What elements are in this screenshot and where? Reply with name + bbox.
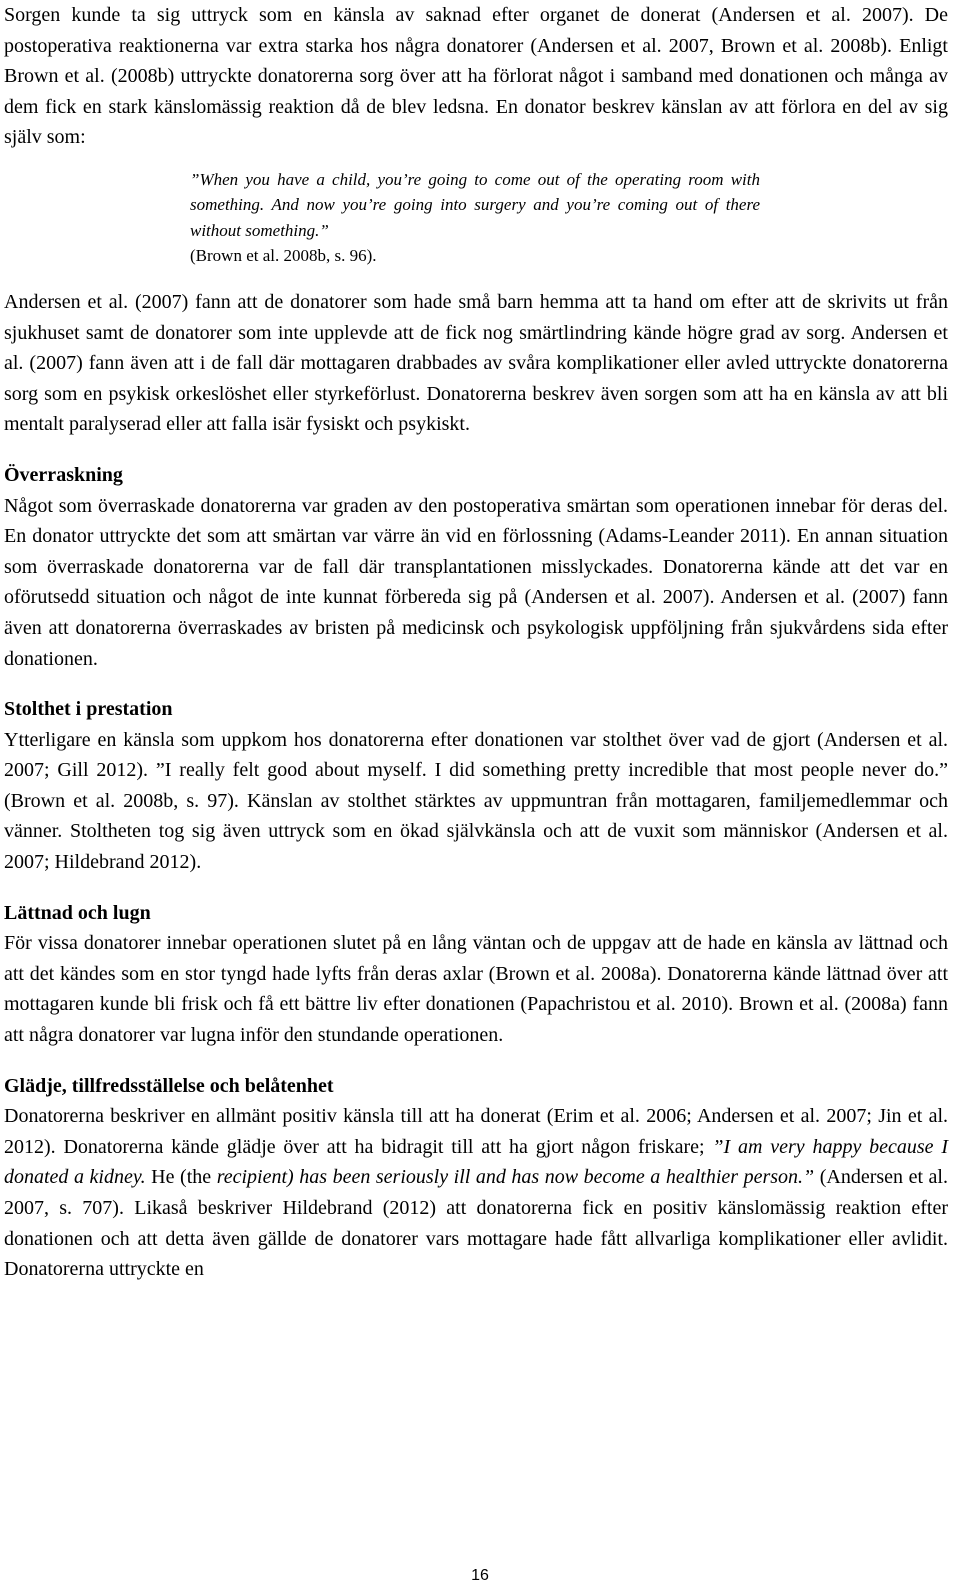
paragraph-gladje (4, 1101, 948, 1285)
paragraph-overraskning: Något som överraskade donatorerna var graden av den postoperativa smärtan som operationen innebar för deras del. En donator uttryckte det som att smärtan var värre än vid en förlossning (Adams-Leander 2011). En annan situation som överraskade donatorerna var de fall där transplantationen misslyckades. Donatorerna kände att det var en oförutsedd situation och något de inte kunnat förbereda sig på (Andersen et al. 2007). Andersen et al. (2007) fann även att donatorerna överraskades av bristen på medicinsk och psykologisk uppföljning från sjukvårdens sida efter donationen. (4, 494, 948, 670)
quote-text: ”When you have a child, you’re going to come out of the operating room with something. And now you’re going into surgery and you’re coming out of there without something.” (190, 169, 760, 240)
paragraph-andersen: Andersen et al. (2007) fann att de donatorer som hade små barn hemma att ta hand om efter att de skrivits ut från sjukhuset samt de donatorer som inte upplevde att de fick nog smärtlindring kände högre grad av sorg. Andersen et al. (2007) fann även att i de fall där mottagaren drabbades av svåra komplikationer eller avled uttryckte donatorerna sorg som en psykisk orkeslöshet eller styrkeförlust. Donatorerna beskrev även sorgen som att ha en känsla av att bli mentalt paralyserad eller att falla isär fysiskt och psykiskt. (4, 290, 948, 436)
gladje-text-end: (Andersen et al. 2007, s. 707). Likaså beskriver Hildebrand (2012) att donatorerna fick en positiv känslomässig reaktion efter donationen och att detta även gällde de donatorer vars mottagare hade fått allvarliga komplikationer eller avlidit. Donatorerna uttryckte en (4, 1166, 948, 1281)
stolthet-text-start: Ytterligare en känsla som uppkom hos donatorerna efter donationen var stolthet över vad de gjort (Andersen et al. 2007; Gill 2012). (4, 728, 948, 782)
stolthet-text-end: (Brown et al. 2008b, s. 97). Känslan av stolthet stärktes av uppmuntran från mottagaren, familjemedlemmar och vänner. Stoltheten tog sig även uttryck som en ökad självkänsla och att de vuxit som människor (Andersen et al. 2007; Hildebrand 2012). (4, 789, 948, 874)
paragraph-sorg: Sorgen kunde ta sig uttryck som en känsla av saknad efter organet de donerat (Andersen et al. 2007). De postoperativa reaktionerna var extra starka hos några donatorer (Andersen et al. 2007, Brown et al. 2008b). Enligt Brown et al. (2008b) uttryckte donatorerna sorg över att ha förlorat något i samband med donationen och många av dem fick en stark känslomässig reaktion då de blev ledsna. En donator beskrev känslan av att förlora en del av sig själv som: (4, 4, 948, 149)
paragraph-lattnad: För vissa donatorer innebar operationen slutet på en lång väntan och de uppgav att de hade en känsla av lättnad och att det kändes som en stor tyngd hade lyfts från deras axlar (Brown et al. 2008a). Donatorerna kände lättnad över att mottagaren kunde bli frisk och få ett bättre liv efter donationen (Papachristou et al. 2010). Brown et al. (2008a) fann att några donatorer var lugna inför den stundande operationen. (4, 932, 948, 1047)
heading-gladje: Glädje, tillfredsställelse och belåtenhet (4, 1074, 334, 1097)
heading-lattnad: Lättnad och lugn (4, 901, 151, 924)
quote-citation: (Brown et al. 2008b, s. 96). (190, 246, 377, 266)
page-number: 16 (471, 1567, 489, 1584)
gladje-quote-part-c: recipient) has been seriously ill and has now become a healthier person.” (216, 1166, 815, 1189)
gladje-text-start: Donatorerna beskriver en allmänt positiv känsla till att ha donerat (Erim et al. 2006; Andersen et al. 2007; Jin et al. 2012). Donatorerna kände glädje över att ha bidragit till att ha gjort någon friskare; (4, 1105, 948, 1158)
stolthet-quote: ”I really felt good about myself. I did something pretty incredible that most people never do.” (155, 759, 948, 782)
paragraph-stolthet (4, 725, 948, 878)
heading-overraskning: Överraskning (4, 463, 123, 486)
heading-stolthet: Stolthet i prestation (4, 698, 173, 721)
document-page (4, 0, 948, 1285)
block-quote (190, 167, 760, 269)
gladje-quote-part-a: ”I am very happy because I donated a kidney. (4, 1135, 949, 1189)
gladje-quote-part-b: He (the (145, 1166, 217, 1189)
